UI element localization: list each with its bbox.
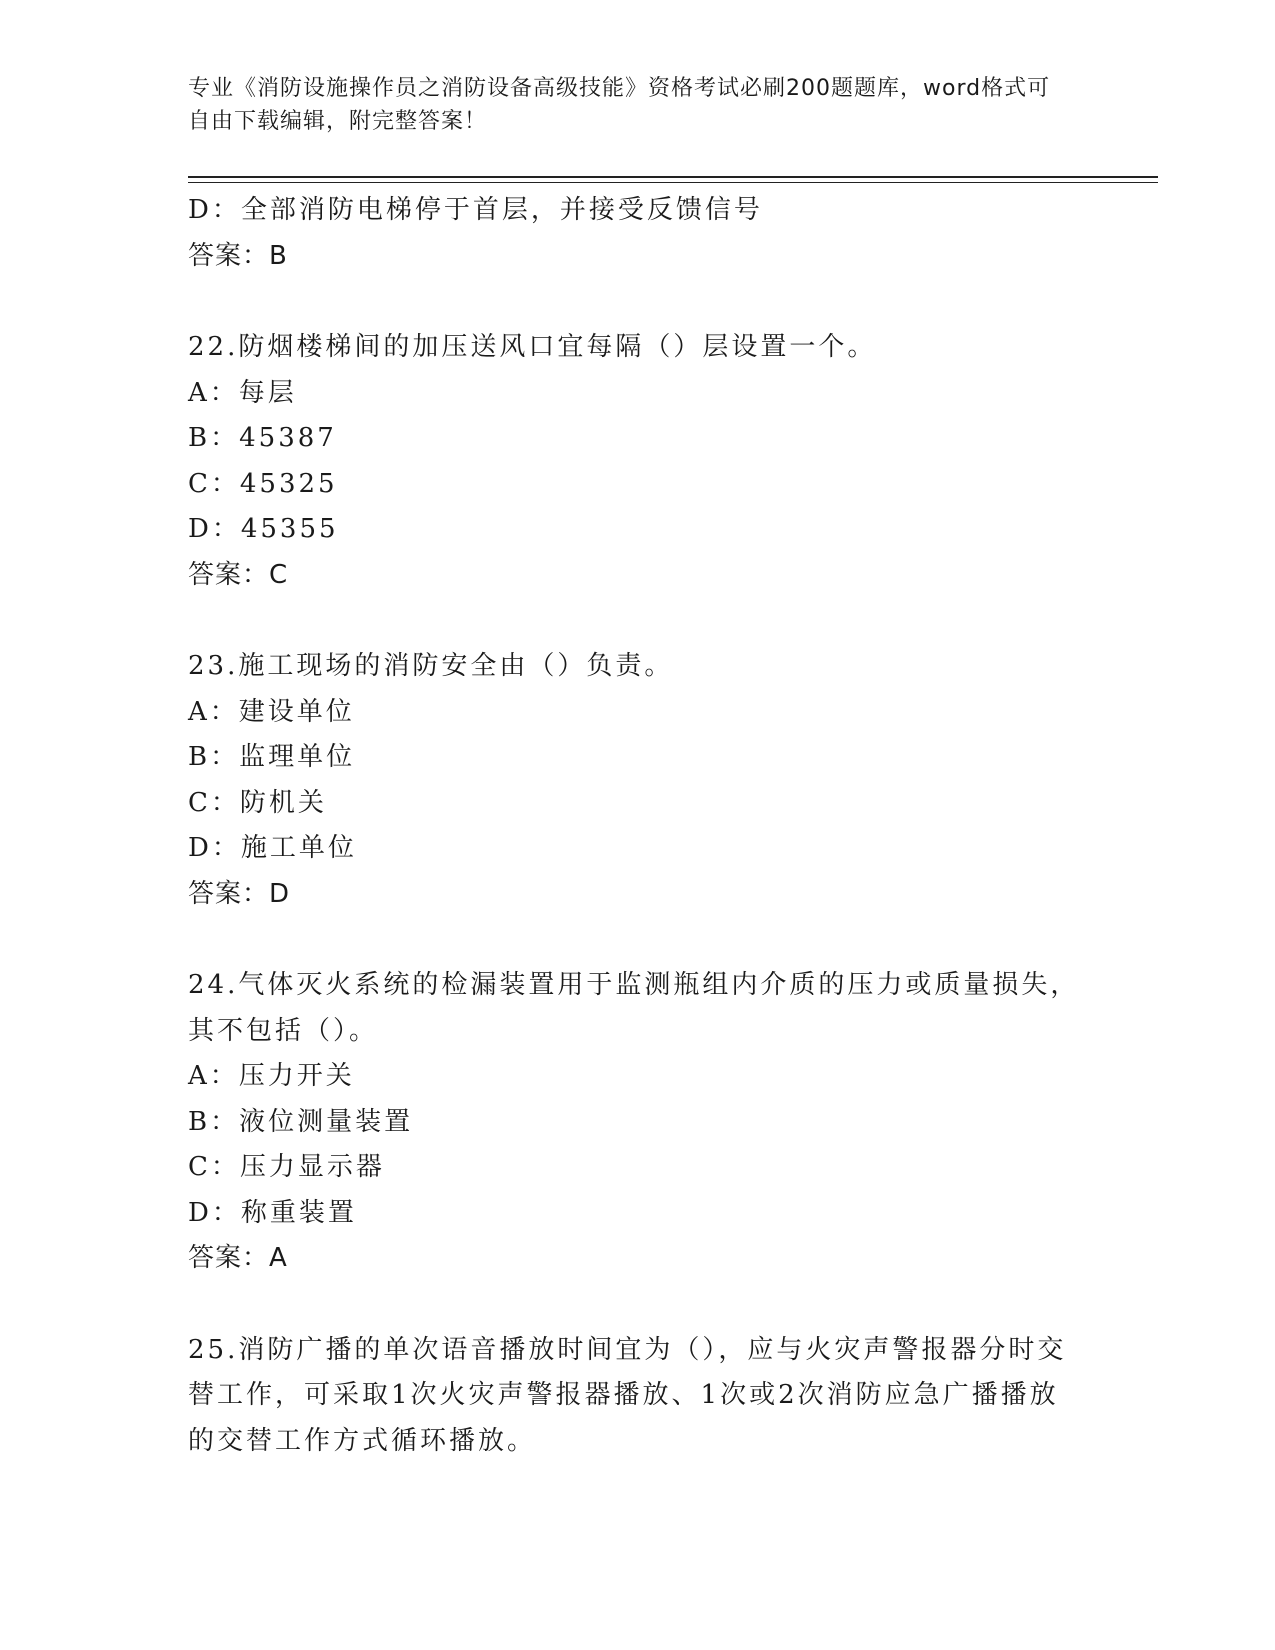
option-a: A：建设单位 [188,696,355,727]
question-stem: 23.施工现场的消防安全由（）负责。 [188,651,674,681]
option-d: D：全部消防电梯停于首层，并接受反馈信号 [188,195,763,225]
option-c: C：45325 [188,468,338,499]
option-c: C：压力显示器 [188,1152,385,1182]
answer-line: 答案：D [188,878,291,909]
answer-line: 答案：B [188,240,288,271]
option-a: A：每层 [188,377,297,408]
question-gap [188,279,1088,325]
question-22 [188,325,1088,598]
option-b: B：45387 [188,423,337,453]
option-b: B：液位测量装置 [188,1106,414,1137]
question-content [188,188,1088,1464]
answer-line: 答案：A [188,1243,288,1273]
option-c: C：防机关 [188,787,327,818]
question-gap [188,1282,1088,1328]
header-divider-thick [188,176,1158,178]
header-text: 专业《消防设施操作员之消防设备高级技能》资格考试必刷200题题库，word格式可自由下载编辑，附完整答案！ [188,76,1051,134]
question-gap [188,917,1088,963]
question-25 [188,1328,1088,1465]
option-b: B：监理单位 [188,742,356,772]
header-divider-thin [188,182,1158,183]
option-a: A：压力开关 [188,1061,355,1091]
question-stem-line-2: 替工作，可采取1次火灾声警报器播放、1次或2次消防应急广播播放 [188,1380,1059,1410]
question-24 [188,963,1088,1282]
question-stem: 22.防烟楼梯间的加压送风口宜每隔（）层设置一个。 [188,332,877,362]
question-stem-line-1: 25.消防广播的单次语音播放时间宜为（），应与火灾声警报器分时交 [188,1334,1067,1365]
question-stem-line-2: 其不包括（）。 [188,1015,379,1046]
question-gap [188,598,1088,644]
answer-line: 答案：C [188,559,289,590]
question-23 [188,644,1088,917]
question-stem-line-3: 的交替工作方式循环播放。 [188,1425,537,1456]
document-header [188,72,1068,138]
option-d: D：称重装置 [188,1197,357,1228]
question-stem-line-1: 24.气体灭火系统的检漏装置用于监测瓶组内介质的压力或质量损失， [188,970,1080,1000]
option-d: D：施工单位 [188,833,357,863]
option-d: D：45355 [188,514,339,544]
